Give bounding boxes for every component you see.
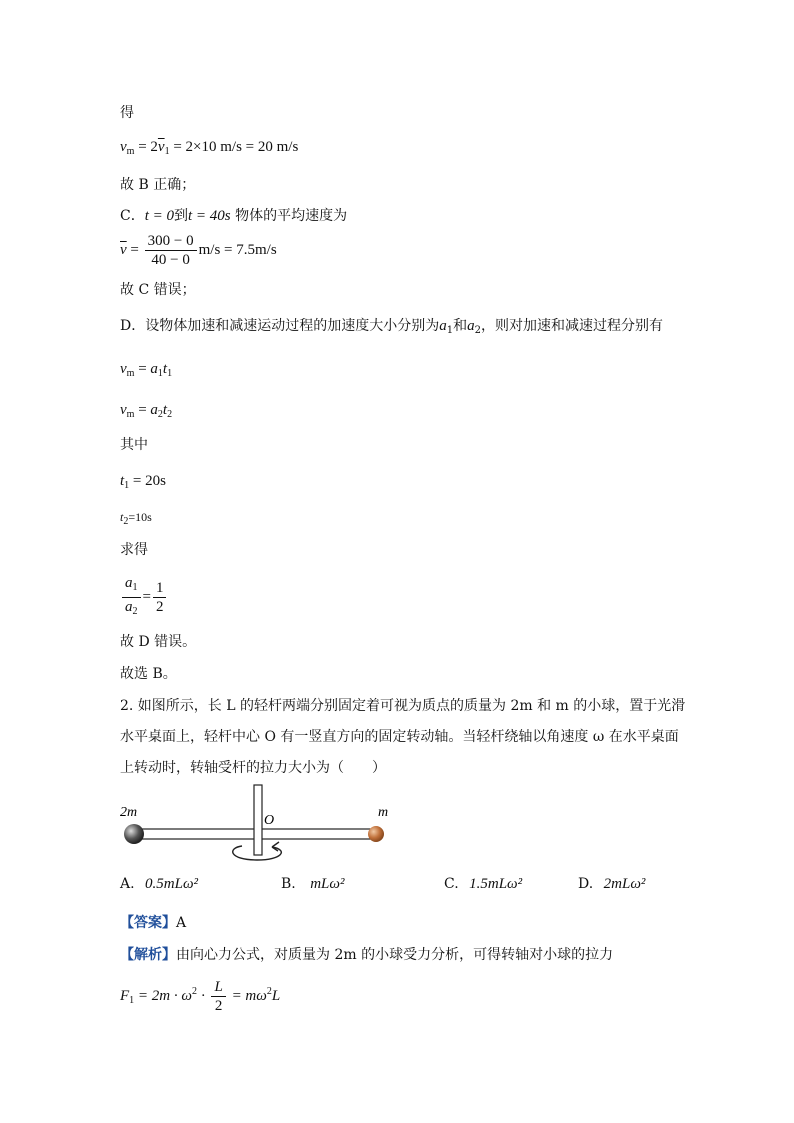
vertical-axle — [254, 785, 262, 855]
line-c-wrong: 故 C 错误； — [120, 282, 196, 298]
line-c-intro — [120, 206, 347, 226]
final-lhs: = 2m · ω — [137, 987, 192, 1004]
line-qiude: 求得 — [120, 542, 148, 558]
ratio-rhs: $\frac{1}{2}$ — [153, 579, 167, 616]
option-c[interactable] — [444, 876, 522, 893]
c-label: C． — [120, 208, 145, 224]
label-2m: 2m — [120, 805, 138, 820]
ball-2m — [124, 824, 144, 844]
line-d-intro: D．设物体加速和减速运动过程的加速度大小分别为$a_1$和$a_2$，则对加速和减速过程分别有 — [120, 318, 663, 336]
line-qizhong: 其中 — [120, 437, 148, 453]
option-b-letter: B. — [281, 876, 296, 892]
line-b-correct: 故 B 正确； — [120, 177, 196, 193]
t40-expr: t = 40s — [188, 208, 231, 224]
option-d-letter: D. — [578, 876, 594, 892]
ratio-lhs: $\frac{a_1}{a_2}$ — [122, 574, 141, 621]
question-line-2: 水平桌面上，轻杆中心 O 有一竖直方向的固定转动轴。当轻杆绕轴以角速度 ω 在水平桌面 — [120, 729, 679, 745]
eq-t2: $t_2=10s$ — [120, 510, 152, 527]
line-de: 得 — [120, 105, 134, 121]
analysis-line — [120, 945, 613, 965]
final-rhs: = mω — [231, 987, 267, 1004]
option-b-value: mLω² — [310, 876, 345, 892]
d-and: 和 — [453, 318, 468, 334]
avg-result: m/s = 7.5m/s — [198, 241, 277, 258]
t2-value: =10s — [128, 510, 152, 524]
final-fraction: $\frac{L}{2}$ — [211, 978, 225, 1015]
option-d[interactable] — [578, 876, 645, 893]
eq-ratio: $\frac{a_1}{a_2}$ = $\frac{1}{2}$ — [120, 574, 168, 621]
t0-expr: t = 0 — [144, 208, 175, 224]
avg-fraction — [145, 232, 197, 269]
option-a[interactable] — [120, 876, 198, 893]
option-d-value: 2mLω² — [603, 876, 646, 892]
avg-numerator: 300 − 0 — [145, 232, 197, 251]
analysis-label: 【解析】 — [120, 947, 176, 963]
analysis-text: 由向心力公式，对质量为 2m 的小球受力分析，可得转轴对小球的拉力 — [176, 947, 614, 963]
rod-diagram-svg — [112, 778, 402, 868]
option-a-letter: A. — [120, 876, 135, 892]
label-m: m — [378, 805, 389, 820]
eq-average-velocity: $\overline{v}$ = $\frac{300 - 0}{40 - 0}$ m/s = 7.5m/s — [120, 233, 277, 268]
d-text: D．设物体加速和减速运动过程的加速度大小分别为 — [120, 318, 440, 334]
line-d-wrong: 故 D 错误。 — [120, 634, 197, 650]
final-tail: L — [271, 987, 281, 1004]
d-then: ，则对加速和减速过程分别有 — [480, 318, 663, 334]
eq-accel-1: $v_m = a_1t_1$ — [120, 361, 173, 379]
answer-line — [120, 913, 186, 933]
avg-denominator: 40 − 0 — [151, 252, 190, 268]
answer-label: 【答案】 — [120, 915, 176, 931]
c-to: 到 — [174, 208, 189, 224]
ball-m — [368, 826, 384, 842]
option-c-value: 1.5mLω² — [469, 876, 523, 892]
rod-diagram — [112, 778, 402, 872]
option-a-value: 0.5mLω² — [145, 876, 199, 892]
eq-t1: $t_1 = 20s$ — [120, 473, 166, 491]
eq-vm-result: = 2×10 m/s = 20 m/s — [173, 139, 299, 155]
eq-accel-2: $v_m = a_2t_2$ — [120, 402, 173, 420]
eq-final-force: $F_1 = 2m \cdot \omega^2$ · $\frac{L}{2}$ = $m\omega^2L$ — [120, 979, 281, 1014]
answer-value: A — [176, 915, 187, 931]
eq-vm-avg: $v_m = 2\overline{v}_1 = 2\times 10$ m/s = 20 m/s — [120, 139, 299, 157]
option-b[interactable] — [281, 876, 344, 893]
label-O: O — [264, 813, 275, 828]
question-line-3: 上转动时，转轴受杆的拉力大小为（ ） — [120, 760, 386, 776]
option-c-letter: C. — [444, 876, 459, 892]
line-choose-b: 故选 B。 — [120, 666, 177, 682]
t1-value: = 20s — [132, 473, 166, 489]
question-line-1: 2. 如图所示，长 L 的轻杆两端分别固定着可视为质点的质量为 2m 和 m 的小球，置于光滑 — [120, 698, 686, 714]
rotation-arrow-head — [272, 842, 279, 851]
c-end: 物体的平均速度为 — [235, 208, 348, 224]
